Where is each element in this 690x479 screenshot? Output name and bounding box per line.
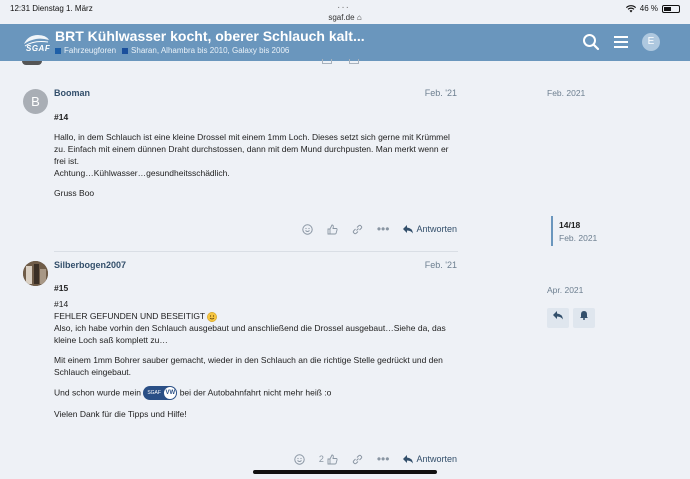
search-icon[interactable] <box>582 33 600 51</box>
prev-post-avatar <box>22 61 42 65</box>
post-number: #14 <box>54 112 69 122</box>
notification-bell-button[interactable] <box>573 308 595 328</box>
sgaf-badge-image: SGAF VW <box>143 386 177 400</box>
post-body <box>54 282 454 428</box>
reply-button[interactable] <box>403 224 457 234</box>
timeline-scroll-handle[interactable] <box>551 216 553 246</box>
post-divider <box>54 251 458 252</box>
url-bar[interactable] <box>0 13 690 22</box>
post-booman <box>20 86 460 242</box>
timeline-position: 14/18 <box>559 220 581 230</box>
more-options-icon[interactable]: ••• <box>376 222 390 236</box>
reply-arrow-icon <box>403 455 413 464</box>
battery-icon <box>662 5 680 13</box>
post-date[interactable]: Feb. '21 <box>424 260 457 270</box>
category-link-fahrzeugforen[interactable]: Fahrzeugforen <box>55 46 116 55</box>
reply-button[interactable] <box>403 454 457 464</box>
category-breadcrumb <box>55 46 289 55</box>
username-silberbogen2007[interactable]: Silberbogen2007 <box>54 260 127 270</box>
post-actions <box>302 222 457 236</box>
battery-percent: 46 % <box>639 4 658 13</box>
bell-icon <box>579 310 589 320</box>
prev-post-reply <box>407 61 457 64</box>
post-paragraph: Und schon wurde mein SGAF VW bei der Autobahnfahrt nicht mehr heiß :o <box>54 386 454 400</box>
avatar-silberbogen2007[interactable] <box>23 261 48 286</box>
post-body <box>54 111 454 207</box>
status-time: 12:31 Dienstag 1. März <box>10 4 93 13</box>
avatar-booman[interactable]: B <box>23 89 48 114</box>
timeline-start-date[interactable]: Feb. 2021 <box>547 88 586 98</box>
post-number: #15 <box>54 283 69 293</box>
prev-post-icon <box>322 59 332 64</box>
reply-arrow-icon <box>403 225 413 234</box>
home-indicator[interactable] <box>253 470 437 474</box>
timeline-end-date[interactable]: Apr. 2021 <box>547 285 584 295</box>
reply-label: Antworten <box>416 224 457 234</box>
avatar-photo-icon <box>23 261 48 286</box>
post-date[interactable]: Feb. '21 <box>424 88 457 98</box>
timeline-reply-button[interactable] <box>547 308 569 328</box>
menu-icon[interactable] <box>612 33 630 51</box>
post-actions <box>294 452 457 466</box>
post-signoff: Gruss Boo <box>54 188 95 198</box>
post-paragraph: Hallo, in dem Schlauch ist eine kleine Drossel mit einem 1mm Loch. Dieses setzt sich gerne mit Krümmel zu. Einfach mit einem dünnen Draht durchstossen, dann mit dem Mund durchpusten. Man merkt wenn er frei ist. Achtung…Kühlwasser…gesundheitsschädlich. <box>54 132 450 178</box>
prev-post-icon <box>349 59 359 64</box>
logo-text: SGAF <box>26 44 51 53</box>
user-avatar[interactable]: E <box>642 33 660 51</box>
vw-logo-icon: VW <box>164 387 176 399</box>
lock-icon: ⌂ <box>356 13 362 22</box>
smiley-emoji-icon <box>207 312 217 322</box>
post-paragraph: Mit einem 1mm Bohrer sauber gemacht, wieder in den Schlauch an die richtige Stelle gedrückt und den Schlauch eingebaut. <box>54 355 443 377</box>
url-text: sgaf.de <box>328 13 355 22</box>
status-bar <box>0 0 690 24</box>
post-silberbogen2007 <box>20 258 460 470</box>
wifi-icon <box>626 5 636 13</box>
emoji-reaction-icon[interactable] <box>294 454 305 465</box>
like-count: 2 <box>318 454 324 464</box>
category-link-sharan[interactable]: Sharan, Alhambra bis 2010, Galaxy bis 2006 <box>122 46 289 55</box>
site-header <box>0 24 690 61</box>
username-booman[interactable]: Booman <box>54 88 90 98</box>
emoji-reaction-icon[interactable] <box>302 224 313 235</box>
reply-arrow-icon <box>553 311 563 320</box>
multitask-dots[interactable]: ··· <box>337 2 350 13</box>
link-icon[interactable] <box>352 454 363 465</box>
like-button[interactable] <box>319 454 338 465</box>
post-paragraph: Vielen Dank für die Tipps und Hilfe! <box>54 409 187 419</box>
like-icon[interactable] <box>327 224 338 235</box>
link-icon[interactable] <box>352 224 363 235</box>
topic-title[interactable]: BRT Kühlwasser kocht, oberer Schlauch kalt... <box>55 28 365 44</box>
like-icon <box>327 454 338 465</box>
reply-label: Antworten <box>416 454 457 464</box>
timeline-position-date: Feb. 2021 <box>559 233 598 243</box>
post-paragraph: #14 FEHLER GEFUNDEN UND BESEITIGT Also, ich habe vorhin den Schlauch ausgebaut und anschließend die Drossel ausgebaut…Siehe da, das kleine Loch saß komplett zu… <box>54 299 446 345</box>
more-options-icon[interactable]: ••• <box>376 452 390 466</box>
